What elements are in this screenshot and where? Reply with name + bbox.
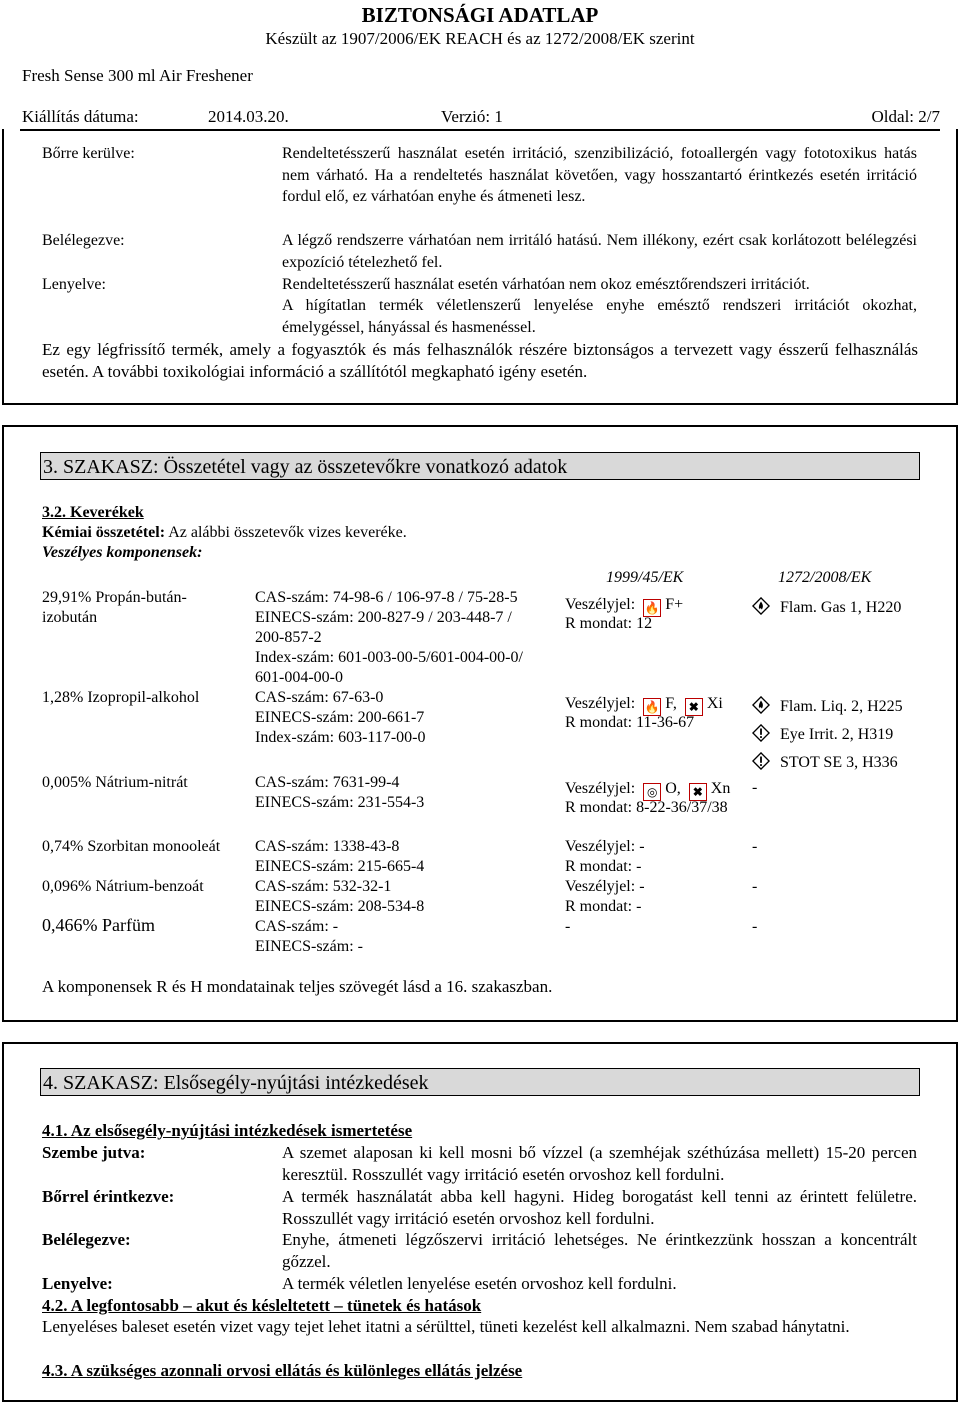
oxidizer-icon: ◎ (643, 783, 661, 801)
r-phrase: R mondat: 11-36-67 (565, 714, 695, 731)
clp-classification: Flam. Liq. 2, H225 (780, 698, 903, 715)
components-footnote: A komponensek R és H mondatainak teljes szövegét lásd a 16. szakaszban. (42, 977, 553, 996)
component-name: 29,91% Propán-bután- (42, 589, 187, 606)
r-phrase: R mondat: 8-22-36/37/38 (565, 799, 728, 816)
flame-icon: 🔥 (644, 601, 660, 615)
component-cas: CAS-szám: 67-63-0 (255, 689, 384, 706)
component-einecs: EINECS-szám: - (255, 938, 363, 955)
inhalation-label: Belélegezve: (42, 1230, 131, 1249)
inhal-label: Belélegezve: (42, 232, 125, 249)
hazard-symbol-label: Veszélyjel: - (565, 838, 645, 855)
eye-text: A szemet alaposan ki kell mosni bő vízzel (a szemhéjak széthúzása mellett) 15-20 percen keresztül. Rosszullét vagy irritáció esetén orvoshoz kell fordulni. (282, 1143, 917, 1184)
component-name: 0,74% Szorbitan monooleát (42, 838, 221, 855)
component-einecs: EINECS-szám: 215-665-4 (255, 858, 425, 875)
chem-text: Az alábbi összetevők vizes keveréke. (168, 524, 407, 541)
component-einecs-cont: 200-857-2 (255, 629, 322, 646)
clp-classification: - (752, 878, 758, 895)
mixtures-subheading: 3.2. Keverékek (42, 504, 144, 521)
clp-line (752, 752, 898, 773)
component-cas: CAS-szám: 74-98-6 / 106-97-8 / 75-28-5 (255, 589, 518, 606)
component-cas: CAS-szám: 7631-99-4 (255, 774, 400, 791)
clp-classification: - (752, 838, 758, 855)
clp-classification: STOT SE 3, H336 (780, 754, 898, 771)
page-number: Oldal: 2/7 (871, 107, 940, 126)
component-name: 1,28% Izopropil-alkohol (42, 689, 200, 706)
flame-pictogram-icon (752, 597, 770, 615)
medical-attention-subheading: 4.3. A szükséges azonnali orvosi ellátás és különleges ellátás jelzése (42, 1361, 523, 1380)
hazard-symbol-2: Xn (710, 780, 731, 797)
section4-heading: 4. SZAKASZ: Elsősegély-nyújtási intézkedések (40, 1068, 920, 1096)
clp-classification: Eye Irrit. 2, H319 (780, 726, 894, 743)
product-name: Fresh Sense 300 ml Air Freshener (22, 66, 253, 85)
component-cas: CAS-szám: 532-32-1 (255, 878, 392, 895)
summary-text: Ez egy légfrissítő termék, amely a fogyasztók és más felhasználók részére biztonságos a tervezett vagy ésszerű felhasználás esetén. A további toxikológiai információ a szállítótól megkapható igény esetén. (42, 340, 918, 381)
col-1272-header: 1272/2008/EK (778, 569, 872, 586)
dangerous-components-label: Veszélyes komponensek: (42, 544, 203, 561)
component-einecs: EINECS-szám: 231-554-3 (255, 794, 425, 811)
skin-label: Bőrre kerülve: (42, 145, 135, 162)
clp-line (752, 724, 893, 745)
hazard-symbol: O, (665, 780, 681, 797)
component-einecs: EINECS-szám: 200-661-7 (255, 709, 425, 726)
hazard-symbol-label: Veszélyjel: (565, 596, 636, 613)
component-name: 0,466% Parfüm (42, 915, 155, 935)
inhal-text: A légző rendszerre várhatóan nem irritáló hatású. Nem illékony, ezért csak korlátozott belélegzési expozíció tételezhető fel. (282, 232, 917, 271)
component-einecs: EINECS-szám: 200-827-9 / 203-448-7 / (255, 609, 512, 626)
component-cas: CAS-szám: 1338-43-8 (255, 838, 400, 855)
skin-contact-text: A termék használatát abba kell hagyni. Hideg borogatást kell tenni az érintett felületre. Rosszullét vagy irritáció esetén orvoshoz kell fordulni. (282, 1187, 917, 1228)
harmful-cross-icon: ✖ (689, 783, 707, 801)
flame-icon: 🔥 (644, 700, 660, 714)
symptoms-subheading: 4.2. A legfontosabb – akut és késleltetett – tünetek és hatások (42, 1296, 482, 1315)
skin-text: Rendeltetésszerű használat esetén irritáció, szenzibilizáció, fotoallergén vagy fototoxikus hatás nem várható. Ha a rendeltetés használat követően, vagy hosszantartó érintkezés esetén irritáció fordul elő, ez várhatóan enyhe és átmeneti lesz. (282, 145, 917, 205)
component-cas: CAS-szám: - (255, 918, 339, 935)
clp-classification: - (752, 918, 758, 935)
col-1999-header: 1999/45/EK (606, 569, 684, 586)
component-name-cont: izobután (42, 609, 98, 626)
symptoms-text: Lenyeléses baleset esetén vizet vagy tejet lehet itatni a sérülttel, tüneti kezelést kell alkalmazni. Nem szabad hánytatni. (42, 1317, 850, 1336)
document-title: BIZTONSÁGI ADATLAP (361, 3, 599, 27)
component-index: Index-szám: 601-003-00-5/601-004-00-0/ (255, 649, 523, 666)
ingest-text-2: A hígítatlan termék véletlenszerű lenyelése enyhe emésztő rendszeri irritációt okozhat, émelygéssel, hányással és hasmenéssel. (282, 297, 917, 336)
clp-classification: Flam. Gas 1, H220 (780, 599, 902, 616)
ingest-label: Lenyelve: (42, 276, 106, 293)
first-aid-subheading: 4.1. Az elsősegély-nyújtási intézkedések ismertetése (42, 1121, 413, 1140)
issue-label: Kiállítás dátuma: (22, 107, 139, 126)
r-phrase: R mondat: - (565, 898, 642, 915)
hazard-symbol: F, (665, 695, 677, 712)
r-phrase: R mondat: 12 (565, 615, 653, 632)
ingest-text-1: Rendeltetésszerű használat esetén várhatóan nem okoz emésztőrendszeri irritációt. (282, 276, 810, 293)
component-index-cont: 601-004-00-0 (255, 669, 343, 686)
skin-contact-label: Bőrrel érintkezve: (42, 1187, 175, 1206)
hazard-symbol-label: Veszélyjel: (565, 695, 636, 712)
version: Verzió: 1 (441, 107, 503, 126)
clp-line (752, 696, 903, 717)
component-name: 0,005% Nátrium-nitrát (42, 774, 188, 791)
flame-pictogram-icon (752, 696, 770, 714)
exclamation-pictogram-icon (752, 724, 770, 742)
ingestion-text: A termék véletlen lenyelése esetén orvoshoz kell fordulni. (282, 1274, 677, 1293)
section3-heading: 3. SZAKASZ: Összetétel vagy az összetevőkre vonatkozó adatok (40, 452, 920, 480)
ingestion-label: Lenyelve: (42, 1274, 113, 1293)
component-einecs: EINECS-szám: 208-534-8 (255, 898, 425, 915)
exclamation-pictogram-icon (752, 752, 770, 770)
clp-classification: - (752, 779, 758, 796)
hazard-symbol-2: Xi (706, 695, 723, 712)
hazard-symbol: F+ (665, 596, 684, 613)
issue-date: 2014.03.20. (208, 107, 289, 126)
chem-label: Kémiai összetétel: (42, 524, 166, 541)
hazard-symbol-label: Veszélyjel: - (565, 878, 645, 895)
chem-composition (42, 522, 407, 543)
r-phrase: R mondat: - (565, 858, 642, 875)
clp-line (752, 597, 901, 618)
component-index: Index-szám: 603-117-00-0 (255, 729, 426, 746)
irritant-cross-icon: ✖ (685, 698, 703, 716)
hazard-symbol-label: - (565, 918, 571, 935)
inhalation-text: Enyhe, átmeneti légzőszervi irritáció lehetséges. Ne érintkezzünk hosszan a koncentrált gőzzel. (282, 1230, 917, 1271)
document-subtitle: Készült az 1907/2006/EK REACH és az 1272/2008/EK szerint (265, 29, 695, 48)
component-name: 0,096% Nátrium-benzoát (42, 878, 204, 895)
eye-label: Szembe jutva: (42, 1143, 146, 1162)
hazard-symbol-label: Veszélyjel: (565, 780, 636, 797)
